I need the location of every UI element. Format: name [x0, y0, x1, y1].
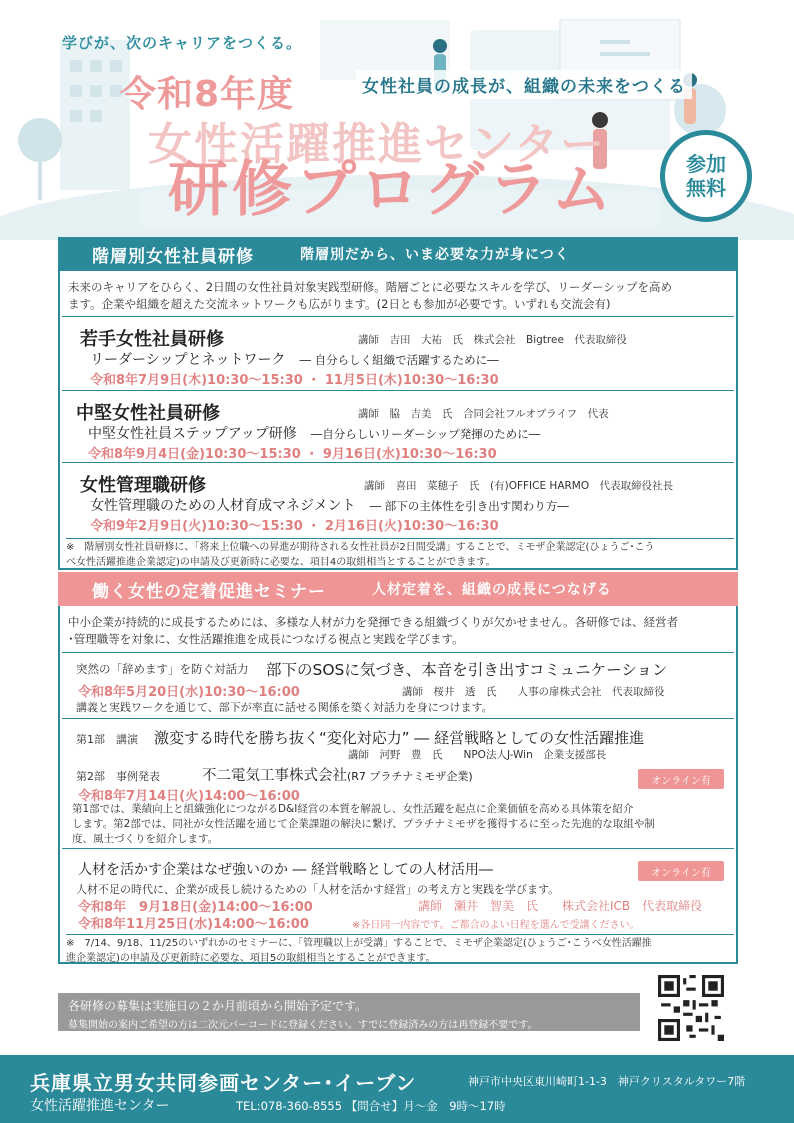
- course-date: 令和8年9月4日(金)10:30〜15:30 ・ 9月16日(水)10:30〜16:30: [88, 447, 497, 462]
- badge-line2: 無料: [686, 176, 726, 200]
- note-line: べ女性活躍推進企業認定)の申請及び更新時に必要な、項目4の取組相当とすることができます。: [66, 556, 496, 568]
- seminar-communication: [62, 652, 734, 718]
- recruitment-notice: [58, 993, 640, 1031]
- section1-note: [66, 538, 734, 570]
- section2-intro: [68, 614, 678, 647]
- theme-main: リーダーシップとネットワーク: [90, 352, 286, 368]
- course-name: 女性管理職研修: [80, 475, 206, 496]
- desc-line: 度、風土づくりを紹介します。: [72, 833, 219, 846]
- seminar-lecturer: 講師 桜井 透 氏 人事の扉株式会社 代表取締役: [402, 686, 665, 698]
- course-date: 令和9年2月9日(火)10:30〜15:30 ・ 2月16日(火)10:30〜16:30: [90, 519, 499, 534]
- course-lecturer: 講師 吉田 大祐 氏 株式会社 Bigtree 代表取締役: [358, 334, 627, 346]
- notice-line2: 募集開始の案内ご希望の方は二次元バーコードに登録ください。すでに登録済みの方は再登録不要です。: [68, 1020, 538, 1031]
- center-name: 女性活躍推進センター: [30, 1098, 170, 1114]
- section1-title: 階層別女性社員研修: [92, 246, 254, 267]
- course-junior: [62, 316, 734, 388]
- seminar-lecturer: 講師 瀬井 智美 氏 株式会社ICB 代表取締役: [418, 899, 703, 913]
- seminar-date-1: 令和8年 9月18日(金)14:00〜16:00: [78, 900, 313, 915]
- seminar-desc: 講義と実践ワークを通じて、部下が率直に話せる関係を築く対話力を身につけます。: [76, 701, 493, 714]
- hero-banner: [0, 0, 794, 240]
- seminar-date-2: 令和8年11月25日(水)14:00〜16:00: [78, 917, 309, 932]
- course-theme: [90, 495, 569, 515]
- hero-subtitle: 女性社員の成長が、組織の未来をつくる: [356, 70, 692, 99]
- seminar-date: 令和8年7月14日(火)14:00〜16:00: [78, 789, 300, 804]
- intro-line: 中小企業が持続的に成長するためには、多様な人材が力を発揮できる組織づくりが欠かせません。各研修では、経営者: [68, 615, 679, 629]
- theme-main: 中堅女性社員ステップアップ研修: [88, 426, 297, 442]
- desc-line: します。第2部では、同社が女性活躍を通じて企業課題の解決に繋げ、プラチナミモザを獲得するに至った先進的な取組や制: [72, 818, 655, 831]
- online-badge: オンライン有: [638, 861, 724, 881]
- section1-header: [58, 237, 738, 271]
- program-title: 研修プログラム: [168, 155, 616, 225]
- part1-label: 第1部 講演: [76, 733, 138, 746]
- section1-intro: [68, 279, 672, 312]
- intro-line: 未来のキャリアをひらく、2日間の女性社員対象実践型研修。階層ごとに必要なスキルを学び、リーダーシップを高め: [68, 280, 673, 294]
- seminar-change: [62, 718, 734, 844]
- course-manager: [62, 462, 734, 534]
- theme-sub: ― 部下の主体性を引き出す関わり方―: [369, 499, 569, 513]
- address: 神戸市中央区東川崎町1-1-3 神戸クリスタルタワー7階: [468, 1075, 746, 1088]
- seminar-title: 部下のSOSに気づき、本音を引き出すコミュニケーション: [266, 661, 668, 679]
- note-line: ※ 階層別女性社員研修に、「将来上位職への昇進が期待される女性社員が2日間受講」することで、ミモザ企業認定(ひょうご･こう: [66, 542, 655, 553]
- course-theme: [88, 423, 540, 443]
- seminar-desc: 人材不足の時代に、企業が成長し続けるための「人材を活かす経営」の考え方と実践を学びます。: [76, 883, 560, 896]
- section2-note: [66, 934, 734, 966]
- desc-line: 第1部では、業績向上と組織強化につながるD&I経営の本質を解説し、女性活躍を起点に企業価値を高める具体策を紹介: [72, 803, 634, 815]
- company-sub: (R7 プラチナミモザ企業): [347, 770, 473, 783]
- seminar-pre: 突然の「辞めます」を防ぐ対話力: [76, 662, 249, 676]
- part1-title: 激変する時代を勝ち抜く“変化対応力” ― 経営戦略としての女性活躍推進: [154, 729, 645, 747]
- course-lecturer: 講師 脇 吉美 氏 合同会社フルオブライフ 代表: [358, 408, 609, 420]
- seminar-title: 人材を活かす企業はなぜ強いのか ― 経営戦略としての人材活用―: [78, 862, 493, 878]
- section2-title: 働く女性の定着促進セミナー: [92, 581, 326, 602]
- part2-label: 第2部 事例発表: [76, 770, 160, 783]
- online-badge: オンライン有: [638, 769, 724, 789]
- seminar-desc: [72, 802, 655, 848]
- section2-subtitle: 人材定着を、組織の成長につなげる: [372, 582, 612, 598]
- theme-main: 女性管理職のための人材育成マネジメント: [90, 498, 356, 514]
- part1-lecturer: 講師 河野 豊 氏 NPO法人J-Win 企業支援部長: [348, 749, 607, 761]
- qr-code-icon[interactable]: [658, 975, 724, 1041]
- note-line: ※ 7/14、9/18、11/25のいずれかのセミナーに、「管理職以上が受講」することで、ミモザ企業認定(ひょうご･こうべ女性活躍推: [66, 938, 652, 949]
- part2-company: [202, 764, 473, 785]
- note-line: 進企業認定)の申請及び更新時に必要な、項目5の取組相当とすることができます。: [66, 952, 436, 964]
- course-lecturer: 講師 喜田 菜穂子 氏 (有)OFFICE HARMO 代表取締役社長: [364, 480, 674, 492]
- footer: [0, 1055, 794, 1123]
- center-title: 女性活躍推進センター: [148, 119, 607, 170]
- tagline: 学びが、次のキャリアをつくる。: [62, 34, 303, 52]
- seminar-talent: [62, 848, 734, 934]
- notice-line1: 各研修の募集は実施日の２か月前頃から開始予定です。: [68, 999, 368, 1013]
- intro-line: ･管理職等を対象に、女性活躍推進を成長につなげる視点と実践を学びます。: [68, 631, 464, 646]
- course-name: 中堅女性社員研修: [76, 403, 220, 424]
- theme-sub: ― 自分らしく組織で活躍するために―: [299, 353, 499, 367]
- seminar-date: 令和8年5月20日(水)10:30〜16:00: [78, 685, 300, 700]
- course-theme: [90, 349, 499, 369]
- theme-sub: ―自分らしいリーダーシップ発揮のために―: [310, 427, 541, 441]
- fiscal-year: 令和8年度: [120, 74, 295, 115]
- free-badge: [660, 130, 752, 222]
- intro-line: ます。企業や組織を超えた交流ネットワークも広がります。(2日とも参加が必要です。いずれも交流会有): [68, 296, 611, 311]
- organization-name: 兵庫県立男女共同参画センター･イーブン: [30, 1071, 417, 1095]
- contact-tel[interactable]: TEL:078-360-8555 【問合せ】月〜金 9時〜17時: [236, 1099, 506, 1113]
- company-name: 不二電気工事株式会社: [202, 768, 347, 784]
- badge-line1: 参加: [686, 152, 726, 176]
- section1-subtitle: 階層別だから、いま必要な力が身につく: [300, 247, 570, 263]
- course-date: 令和8年7月9日(木)10:30〜15:30 ・ 11月5日(木)10:30〜16:30: [90, 373, 499, 388]
- course-midlevel: [62, 390, 734, 462]
- section2-header: [58, 572, 738, 606]
- course-name: 若手女性社員研修: [80, 329, 224, 350]
- same-content-note: ※各日同一内容です。ご都合のよい日程を選んで受講ください。: [352, 920, 640, 931]
